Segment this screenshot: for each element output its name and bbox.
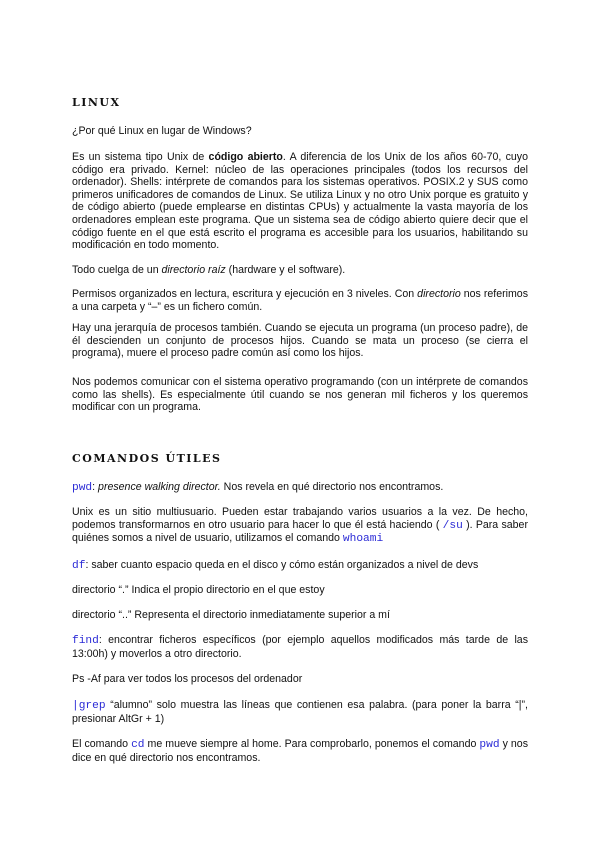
text-span: ). Para saber quiénes somos a nivel de usuario, utilizamos el comando — [72, 518, 528, 545]
bold-text: código abierto — [208, 151, 283, 163]
command-pwd-2: pwd — [479, 739, 500, 751]
paragraph-dir-current: directorio “.” Indica el propio directorio en el que estoy — [72, 584, 325, 596]
question-line: ¿Por qué Linux en lugar de Windows? — [72, 125, 252, 137]
italic-text: directorio — [417, 288, 461, 300]
text-span: Unix es un sitio multiusuario. Pueden estar trabajando varios usuarios a la vez. De hecho, podemos transformarnos en otro usuario para hacer lo que él está haciendo ( — [72, 506, 528, 531]
command-cd: cd — [131, 739, 145, 751]
text-span: (hardware y el software). — [225, 264, 346, 276]
paragraph-pwd — [72, 481, 528, 495]
paragraph-permissions — [72, 288, 528, 313]
paragraph-find — [72, 634, 528, 660]
text-span: Es un sistema tipo Unix de — [72, 151, 209, 163]
text-span: “alumno” solo muestra las líneas que contienen esa palabra. (para poner la barra “|”, presionar AltGr + 1) — [72, 699, 528, 725]
paragraph-processes: Hay una jerarquía de procesos también. Cuando se ejecuta un programa (un proceso padre), de él descienden un conjunto de procesos hijos. Cuando se mata un proceso (se cierra el programa), muere el proceso padre común así como los hijos. — [72, 322, 528, 360]
heading-comandos-utiles: COMANDOS ÚTILES — [72, 452, 222, 465]
command-pwd: pwd — [72, 482, 93, 494]
italic-text: presence walking director. — [98, 481, 221, 493]
command-df: df — [72, 560, 86, 572]
heading-linux: LINUX — [72, 96, 121, 109]
italic-text: directorio raíz — [161, 264, 226, 276]
text-span: Permisos organizados en lectura, escritura y ejecución en 3 niveles. Con — [72, 288, 418, 300]
text-span: : — [92, 481, 99, 493]
paragraph-multiuser — [72, 506, 528, 546]
command-whoami: whoami — [342, 533, 384, 546]
paragraph-communication: Nos podemos comunicar con el sistema operativo programando (con un intérprete de comandos como las shells). Es especialmente útil cuando se nos generan mil ficheros y los queremos modificar con un programa. — [72, 376, 528, 414]
text-span: nos referimos a una carpeta y “–” es un fichero común. — [72, 288, 528, 313]
text-span: : encontrar ficheros específicos (por ejemplo aquellos modificados más tarde de las 13:00h) y moverlos a otro directorio. — [72, 634, 528, 660]
paragraph-ps: Ps -Af para ver todos los procesos del ordenador — [72, 673, 303, 685]
text-span: . A diferencia de los Unix de los años 60-70, cuyo código era privado. Kernel: núcleo de las operaciones principales (todos los recursos del ordenador). Shells: intérprete de comandos para los sistemas operativos. POSIX.2 y SUS como primeros unificadores de comandos de Linux. Se utiliza Linux y no otro Unix porque es gratuito y de código abierto (puede emplearse en distintas CPUs) y actualmente la vasta mayoría de los ordenadores emplean este programa. Que un sistema sea de código abierto quiere decir que el código fuente en el que está escrito el programa es accesible para los usuarios, habilitando su modificación en todo momento. — [72, 151, 528, 252]
text-span: Nos revela en qué directorio nos encontramos. — [220, 481, 444, 493]
paragraph-cd — [72, 738, 528, 764]
text-span: : saber cuanto espacio queda en el disco y cómo están organizados a nivel de devs — [85, 559, 479, 571]
command-grep: |grep — [72, 700, 106, 712]
paragraph-root-directory — [72, 264, 528, 277]
text-span: y nos dice en qué directorio nos encontramos. — [72, 738, 528, 764]
text-span: Todo cuelga de un — [72, 264, 162, 276]
command-su: /su — [442, 519, 463, 532]
paragraph-dir-parent: directorio “..” Representa el directorio inmediatamente superior a mí — [72, 609, 390, 621]
paragraph-open-source — [72, 151, 528, 252]
paragraph-df — [72, 559, 528, 573]
text-span: me mueve siempre al home. Para comprobarlo, ponemos el comando — [144, 738, 480, 750]
command-find: find — [72, 635, 99, 647]
text-span: El comando — [72, 738, 132, 750]
paragraph-grep — [72, 699, 528, 725]
